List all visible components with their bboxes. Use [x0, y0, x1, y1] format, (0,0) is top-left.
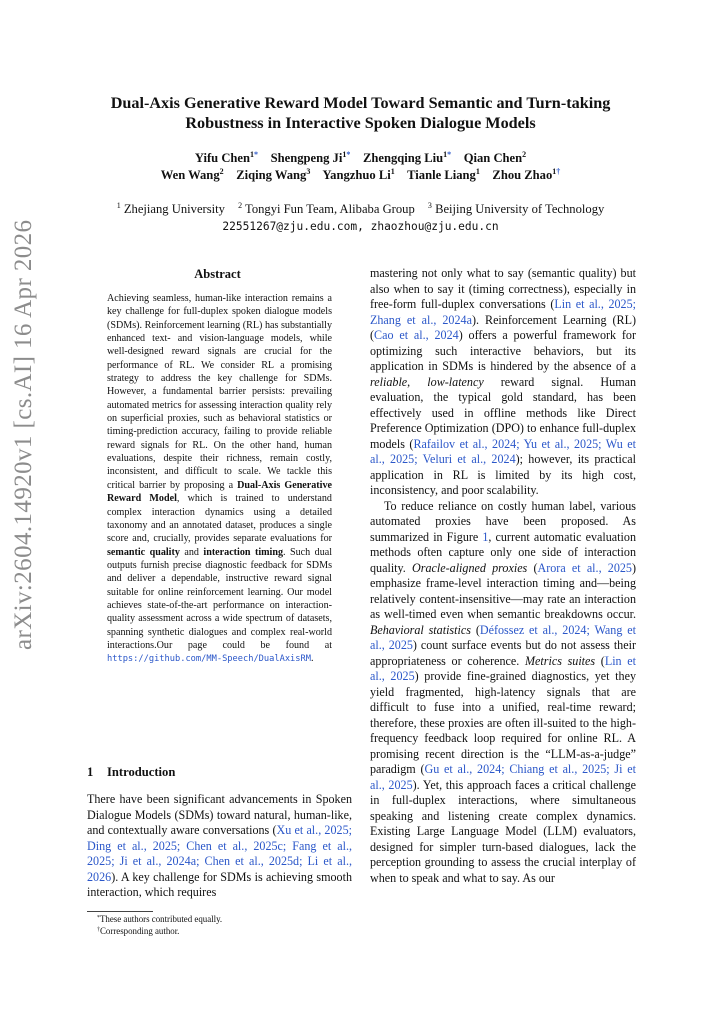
footnote-divider [87, 911, 153, 912]
footnotes [97, 913, 357, 937]
citation-link[interactable]: Gu et al., 2024; Chiang et al., 2025; Ji et al., 2025 [370, 762, 636, 792]
paragraph: mastering not only what to say (semantic quality) but also when to say it (timing correctness), especially in free-form full-duplex conversations (Lin et al., 2025; Zhang et al., 2024a). Reinforcement Learning (RL) (Cao et al., 2024) offers a powerful framework for optimizing such interactive behaviors, but its application in SDMs is hindered by the absence of a reliable, low-latency reward signal. Human evaluation, the typical gold standard, has been effectively used in offline methods like Direct Preference Optimization (DPO) to enhance full-duplex models (Rafailov et al., 2024; Yu et al., 2025; Wu et al., 2025; Veluri et al., 2024); however, its practical application in RL is limited by its high cost, inconsistency, and poor scalability. [370, 266, 637, 497]
affiliation-mark: 3 [306, 167, 311, 176]
affiliation: $^1$ Zhejiang University [116, 201, 225, 216]
equal-contribution-mark: * [447, 150, 452, 159]
affiliation-mark: 1 [552, 167, 557, 176]
citation-link[interactable]: Rafailov et al., 2024; Yu et al., 2025; Wu et al., 2025; Veluri et al., 2024 [370, 436, 636, 466]
citation-link[interactable]: Cao et al., 2024 [374, 328, 459, 342]
author-emails: 22551267@zju.edu.com, zhaozhou@zju.edu.cn [222, 220, 499, 233]
author-name: Shengpeng Ji [270, 151, 343, 165]
abstract-heading: Abstract [194, 267, 241, 281]
author-name: Zhou Zhao [492, 168, 553, 182]
author-name: Qian Chen [463, 151, 523, 165]
affiliation-mark: 2 [522, 150, 527, 159]
author-name: Ziqing Wang [236, 168, 307, 182]
equal-contribution-mark: * [254, 150, 259, 159]
citation-link[interactable]: Xu et al., 2025; Ding et al., 2025; Chen et al., 2025c; Fang et al., 2025; Ji et al., 2024a; Chen et al., 2025d; Li et al., 2026 [87, 823, 352, 884]
model-name: Dual-Axis Generative Reward Model [107, 479, 333, 505]
abstract-body: Achieving seamless, human-like interaction remains a key challenge for full-duplex spoken dialogue models (SDMs). Reinforcement learning (RL) has substantially enhanced text- and vision-language models, while well-designed reward signals are crucial for the performance of RL. We consider RL a promising strategy to address the key challenge for SDMs. However, a fundamental barrier persists: prevailing automated metrics for assessing interaction quality rely on superficial proxies, such as behavioral statistics or timing-prediction accuracy, failing to provide reliable reward signals for RL. On the other hand, human evaluations, despite their richness, remain costly, inconsistent, and difficult to scale. We tackle this critical barrier by proposing a Dual-Axis Generative Reward Model, which is trained to understand complex interaction dynamics using a detailed taxonomy and an annotated dataset, produces a single score and, crucially, provides separate evaluations for semantic quality and interaction timing. Such dual outputs furnish precise diagnostic feedback for SDMs and deliver a dependable, instructive reward signal suitable for online reinforcement learning. Our model achieves state-of-the-art performance on interaction-quality assessment across a wide spectrum of datasets, spanning synthetic dialogues and complex real-world interactions.Our page could be found at https://github.com/MM-Speech/DualAxisRM. [107, 293, 333, 665]
citation-link[interactable]: Arora et al., 2025 [537, 560, 632, 575]
footnote-corresponding: †Corresponding author. [97, 926, 180, 936]
affiliation: $^2$ Tongyi Fun Team, Alibaba Group [238, 201, 415, 216]
affiliation-mark: 1 [475, 167, 480, 176]
title-line-2: Robustness in Interactive Spoken Dialogue Models [185, 114, 536, 132]
affiliation-mark: 1 [443, 150, 448, 159]
author-name: Tianle Liang [407, 168, 476, 182]
affiliation-mark: 1 [342, 150, 347, 159]
affiliation: $^3$ Beijing University of Technology [427, 201, 605, 216]
affiliation-line [40, 201, 681, 218]
author-name: Wen Wang [160, 168, 220, 182]
title-line-1: Dual-Axis Generative Reward Model Toward Semantic and Turn-taking [110, 94, 611, 112]
affiliations [40, 201, 681, 235]
introduction-paragraph: There have been significant advancements in Spoken Dialogue Models (SDMs) toward natural, human-like, and contextually aware conversations (Xu et al., 2025; Ding et al., 2025; Chen et al., 2025c; Fang et al., 2025; Ji et al., 2024a; Chen et al., 2025d; Li et al., 2026). A key challenge for SDMs is achieving smooth interaction, which requires [87, 792, 352, 899]
author-line-2 [60, 167, 661, 184]
section-heading-introduction: 1 Introduction [87, 765, 176, 779]
right-column [370, 266, 636, 886]
equal-contribution-mark: * [346, 150, 351, 159]
paragraph: To reduce reliance on costly human label, various automated proxies have been proposed. As summarized in Figure 1, current automatic evaluation methods often capture only one side of interaction quality. Oracle-aligned proxies (Arora et al., 2025) emphasize frame-level interaction timing and—being relatively content-insensitive—may rate an interaction as well-timed even when semantic breakdowns occur. Behavioral statistics (Défossez et al., 2024; Wang et al., 2025) count surface events but do not assess their appropriateness or coherence. Metrics suites (Lin et al., 2025) provide fine-grained diagnostics, yet they yield fragmented, high-latency signals that are difficult to fuse into a unified, real-time reward; therefore, these proxies are often ill-suited to the high-frequency feedback loop required for online RL. A promising recent direction is the “LLM-as-a-judge” paradigm (Gu et al., 2024; Chiang et al., 2025; Ji et al., 2025). Yet, this approach faces a critical challenge in full-duplex interactions, where simultaneous speaking and listening create complex dynamics. Existing Large Language Model (LLM) evaluators, designed for simpler turn-based dialogues, lack the perception grounding to assess the crucial interplay of when to speak and what to say. As our [370, 498, 637, 885]
paper-title [60, 93, 661, 133]
figure-reference-link[interactable]: 1 [482, 529, 489, 544]
author-name: Yangzhuo Li [322, 168, 391, 182]
affiliation-mark: 1 [390, 167, 395, 176]
citation-link[interactable]: Défossez et al., 2024; Wang et al., 2025 [370, 622, 636, 652]
author-name: Yifu Chen [194, 151, 251, 165]
corresponding-author-mark: † [556, 167, 561, 176]
affiliation-mark: 2 [219, 167, 224, 176]
arxiv-identifier: arXiv:2604.14920v1 [cs.AI] 16 Apr 2026 [10, 219, 37, 650]
author-list [60, 150, 661, 184]
author-name: Zhengqing Liu [362, 151, 444, 165]
affiliation-mark: 1 [250, 150, 255, 159]
citation-link[interactable]: Lin et al., 2025; Zhang et al., 2024a [370, 297, 636, 327]
author-line-1 [60, 150, 661, 167]
footnote-equal-contribution: *These authors contributed equally. [97, 914, 223, 924]
citation-link[interactable]: Lin et al., 2025 [370, 653, 636, 683]
project-page-link[interactable]: https://github.com/MM-Speech/DualAxisRM [107, 654, 311, 665]
